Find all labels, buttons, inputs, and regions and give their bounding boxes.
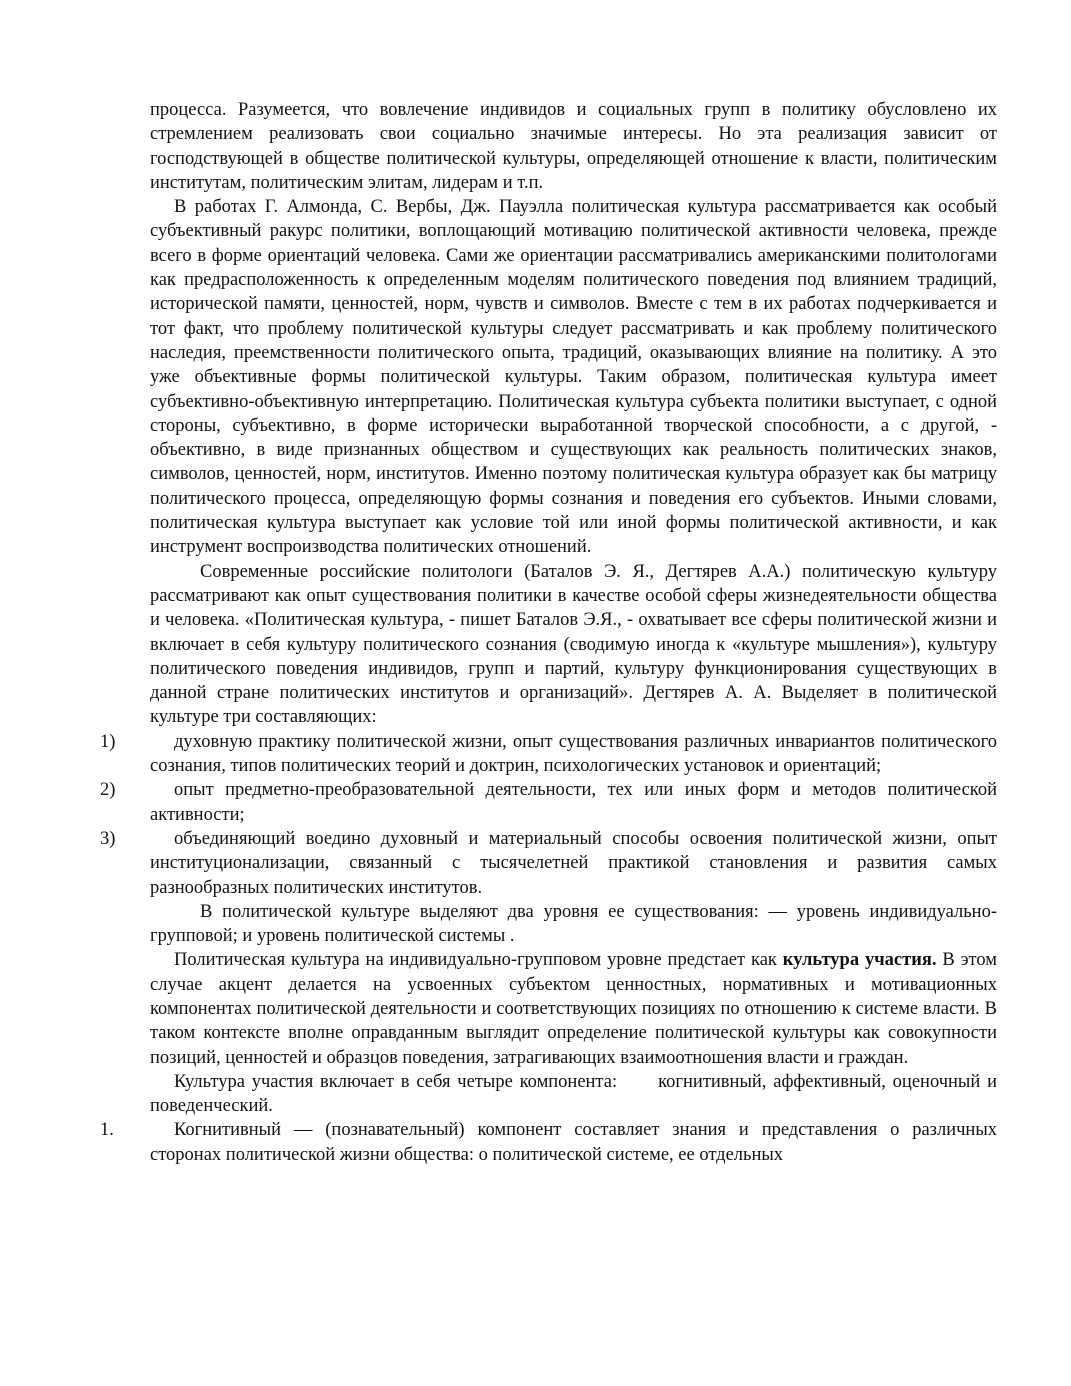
list-item-number: 1. <box>100 1120 114 1141</box>
list-item-number: 1) <box>100 731 116 752</box>
list-item-text: духовную практику политической жизни, опыт существования различных инвариантов политического сознания, типов политических теорий и доктрин, психологических установок и ориентаций; <box>150 731 997 777</box>
list-item <box>100 730 997 779</box>
bold-term: культура участия. <box>782 950 937 971</box>
paragraph-four-components <box>150 1070 1002 1119</box>
paragraph-russian-political-scientists: Современные российские политологи (Баталов Э. Я., Дегтярев А.А.) политическую культуру рассматривают как опыт существования политики в качестве особой сферы жизнедеятельности общества и человека. «Политическая культура, - пишет Баталов Э.Я., - охватывает все сферы политической жизни и включает в себя культуру политического сознания (сводимую иногда к «культуре мышления»), культуру политического поведения индивидов, групп и партий, культуру функционирования существующих в данной стране политических институтов и организаций». Дегтярев А. А. Выделяет в политической культуре три составляющих: <box>150 561 997 728</box>
paragraph-text: В этом случае акцент делается на усвоенных субъектом ценностных, нормативных и мотивационных компонентах политической деятельности и соответствующих позициях по отношению к системе власти. В таком контексте вполне оправданным выглядит определение политической культуры как совокупности позиций, ценностей и образцов поведения, затрагивающих взаимоотношения власти и граждан. <box>150 950 997 1068</box>
components-list <box>100 730 997 900</box>
paragraph-culture-of-participation <box>150 948 997 1069</box>
list-item-text: объединяющий воедино духовный и материальный способы освоения политической жизни, опыт институционализации, связанный с тысячелетней практикой становления и развития самых разнообразных политических институтов. <box>150 828 997 898</box>
list-item-text: опыт предметно-преобразовательной деятельности, тех или иных форм и методов политической активности; <box>150 780 997 825</box>
list-item <box>100 1118 997 1167</box>
paragraph-two-levels: В политической культуре выделяют два уровня ее существования: — уровень индивидуально-групповой; и уровень политической системы . <box>150 901 997 947</box>
list-item <box>100 778 997 827</box>
paragraph-process-intro: процесса. Разумеется, что вовлечение индивидов и социальных групп в политику обусловлено их стремлением реализовать свои социально значимые интересы. Но эта реализация зависит от господствующей в обществе политической культуры, определяющей отношение к власти, политическим институтам, политическим элитам, лидерам и т.п. <box>150 100 997 193</box>
paragraph-almond-verba: В работах Г. Алмонда, С. Вербы, Дж. Пауэлла политическая культура рассматривается как особый субъективный ракурс политики, воплощающий мотивацию политической активности человека, прежде всего в форме ориентаций человека. Сами же ориентации рассматривались американскими политологами как предрасположенность к определенным моделям политического поведения под влиянием традиций, исторической памяти, ценностей, норм, чувств и символов. Вместе с тем в их работах подчеркивается и тот факт, что проблему политической культуры следует рассматривать и как проблему политического наследия, преемственности политического опыта, традиций, оказывающих влияние на политику. А это уже объективные формы политической культуры. Таким образом, политическая культура имеет субъективно-объективную интерпретацию. Политическая культура субъекта политики выступает, с одной стороны, субъективно, в форме исторически выработанной творческой способности, а с другой, - объективно, в виде признанных обществом и существующих как реальность политических знаков, символов, ценностей, норм, институтов. Именно поэтому политическая культура образует как бы матрицу политического процесса, определяющую формы сознания и поведения его субъектов. Иными словами, политическая культура выступает как условие той или иной формы политической активности, и как инструмент воспроизводства политических отношений. <box>150 197 997 558</box>
paragraph-text: Политическая культура на индивидуально-групповом уровне предстает как <box>174 950 783 971</box>
list-item-number: 2) <box>100 780 116 801</box>
list-item-text: Когнитивный — (познавательный) компонент составляет знания и представления о различных сторонах политической жизни общества: о политической системе, ее отдельных <box>150 1120 997 1165</box>
cognitive-list <box>100 1118 997 1167</box>
list-item <box>100 827 997 900</box>
paragraph-text: Культура участия включает в себя четыре компонента: когнитивный, аффективный, оценочный и поведенческий. <box>150 1071 1002 1117</box>
document-page <box>100 98 1002 1167</box>
list-item-number: 3) <box>100 828 116 849</box>
